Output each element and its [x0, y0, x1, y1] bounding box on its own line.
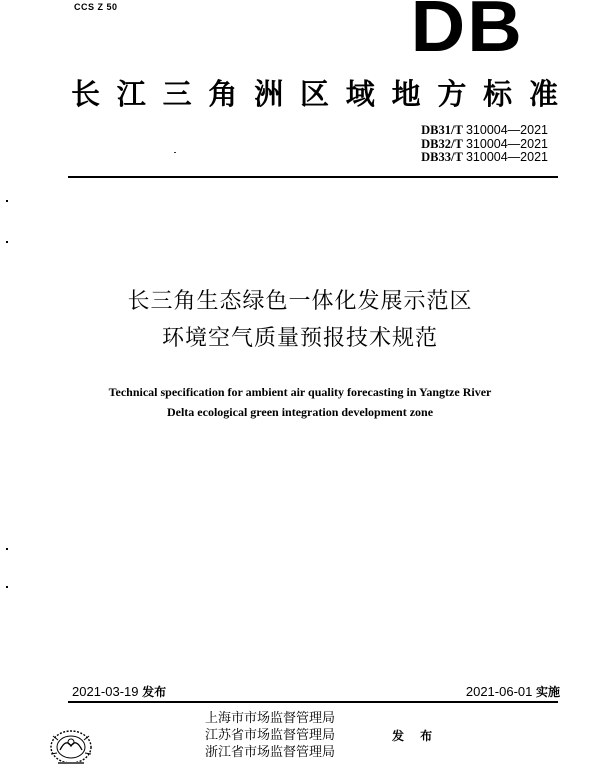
ccs-code: CCS Z 50	[74, 2, 118, 12]
org-title-char: 域	[345, 77, 375, 111]
issuer-zhejiang: 浙江省市场监督管理局	[205, 745, 336, 760]
org-title-char: 准	[528, 77, 558, 111]
issuer-jiangsu: 江苏省市场监督管理局	[205, 728, 336, 743]
margin-mark	[6, 200, 8, 202]
header-divider	[68, 176, 558, 178]
issue-date	[72, 683, 166, 700]
org-title-char: 标	[483, 77, 513, 111]
standard-number-js: DB32/T 310004—2021	[421, 136, 548, 151]
chinese-title	[0, 283, 600, 357]
standard-number-zj: DB33/T 310004—2021	[421, 150, 548, 164]
issuer-shanghai: 上海市市场监督管理局	[205, 711, 336, 726]
org-title-char: 长	[71, 77, 101, 111]
implementation-date-value: 2021-06-01	[465, 684, 533, 699]
implementation-date	[466, 683, 560, 700]
org-title-char: 方	[437, 77, 467, 111]
english-title	[60, 382, 540, 422]
org-title-char: 区	[299, 77, 329, 111]
standard-number-sh: DB31/T 310004—2021	[421, 123, 548, 137]
seal-emblem-icon	[40, 722, 102, 768]
issue-date-label: 发布	[142, 685, 167, 699]
org-title	[71, 77, 558, 111]
org-title-char: 三	[162, 77, 192, 111]
chinese-title-line2: 环境空气质量预报技术规范	[161, 326, 438, 351]
margin-mark	[6, 241, 8, 243]
db-logo: DB	[410, 0, 524, 54]
margin-mark	[6, 548, 8, 550]
org-title-char: 角	[208, 77, 238, 111]
org-title-char: 地	[391, 77, 421, 111]
issuing-authorities	[205, 710, 335, 761]
margin-mark	[6, 586, 8, 588]
publish-label: 发 布	[392, 729, 439, 743]
footer-divider	[68, 701, 558, 703]
org-title-char: 江	[116, 77, 146, 111]
chinese-title-line1: 长三角生态绿色一体化发展示范区	[127, 289, 473, 314]
scan-speck	[174, 152, 176, 153]
english-title-line2: Delta ecological green integration development zone	[166, 405, 434, 419]
standard-numbers	[421, 124, 548, 165]
implementation-date-label: 实施	[535, 685, 560, 699]
issue-date-value: 2021-03-19	[72, 684, 139, 699]
english-title-line1: Technical specification for ambient air quality forecasting in Yangtze River	[108, 385, 492, 399]
org-title-char: 洲	[254, 77, 284, 111]
